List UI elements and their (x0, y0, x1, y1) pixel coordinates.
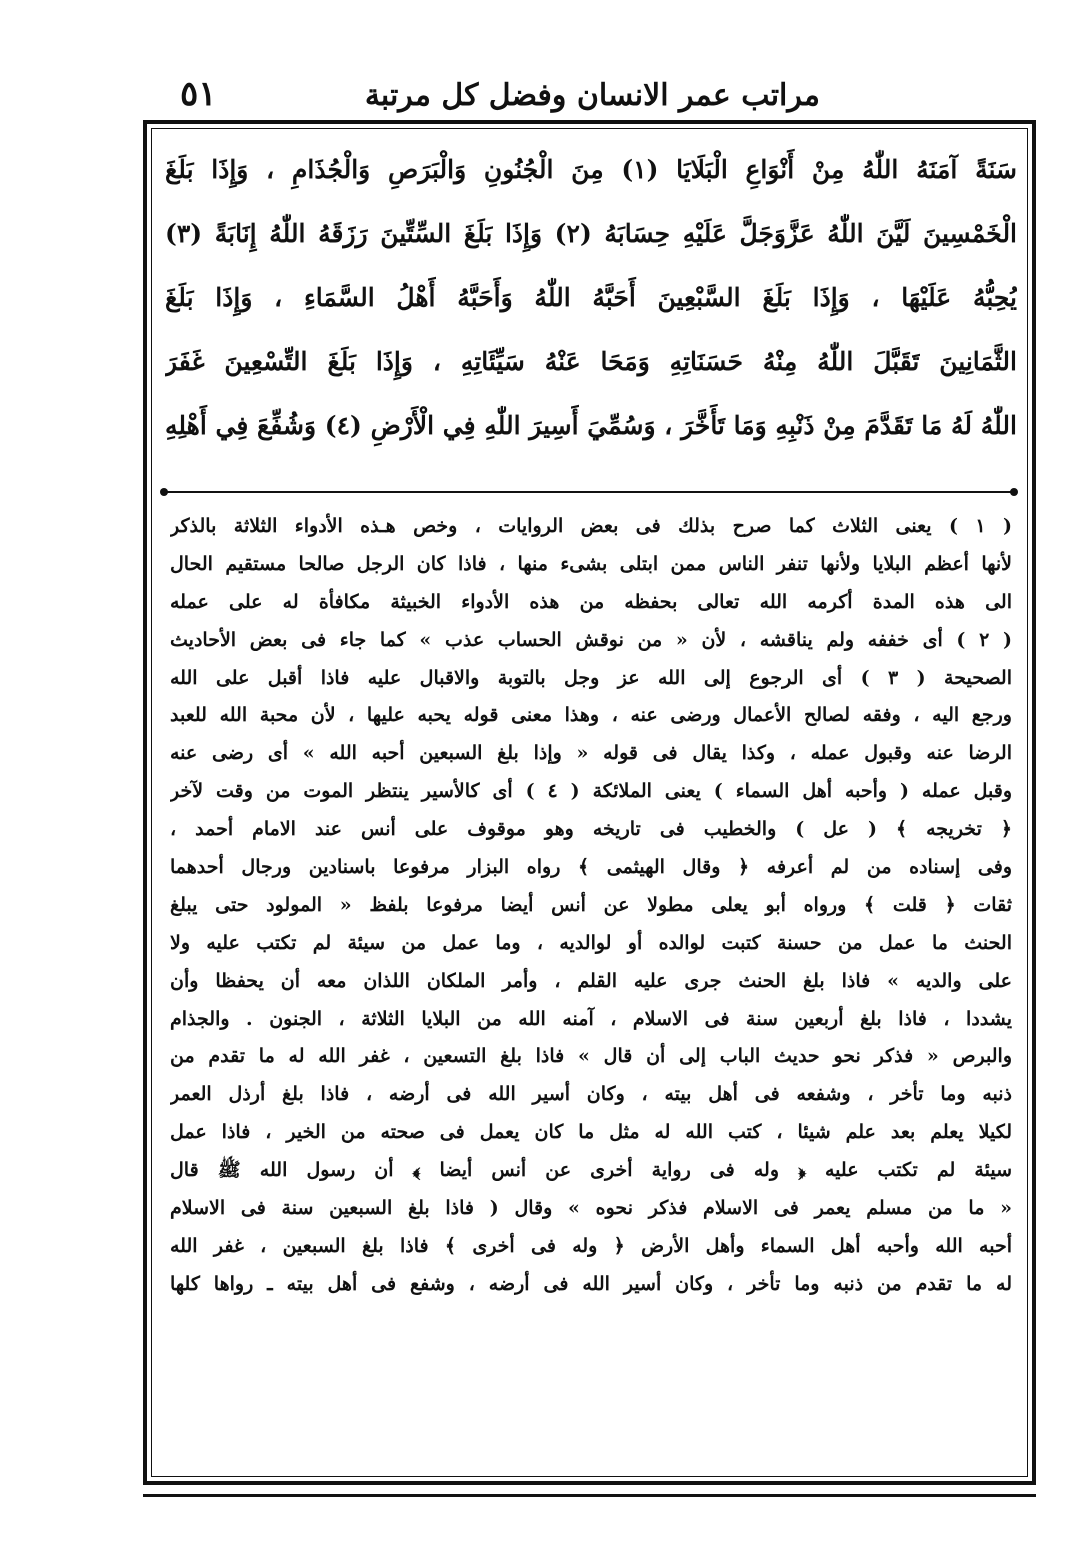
footnote-line: لأنها أعظم البلايا ولأنها تنفر الناس ممن ابتلى بشىء منها ، فاذا كان الرجل صالحا مستقيم الحال (170, 552, 1012, 575)
footnote-line: ﴿ تخريجه ﴾ ( عل ) والخطيب فى تاريخه وهو موقوف على أنس عند الامام أحمد ، (170, 818, 1012, 841)
footnote-line: والبرص « فذكر نحو حديث الباب إلى أن قال » فاذا بلغ التسعين ، غفر الله له ما تقدم من (170, 1045, 1012, 1068)
footnote-line: سيئة لم تكتب عليه ﴿ وله فى رواية أخرى عن أنس أيضا ﴾ أن رسول الله ﷺ قال (170, 1159, 1012, 1182)
footnote-line: « ما من مسلم يعمر فى الاسلام فذكر نحوه » وقال ( فاذا بلغ السبعين سنة فى الاسلام (170, 1197, 1012, 1220)
footnote-line: وفى إسناده من لم أعرفه ﴿ وقال الهيثمى ﴾ رواه البزار مرفوعا باسنادين ورجال أحدهما (170, 856, 1012, 879)
bottom-rule (143, 1494, 1036, 1497)
header-title: مراتب عمر الانسان وفضل كل مرتبة (364, 78, 820, 113)
hadith-line: يُحِبُّهُ عَلَيْهَا ، وَإِذَا بَلَغَ السَّبْعِينَ أَحَبَّهُ اللّٰهُ وَأَحَبَّهُ أَهْلُ السَّمَاءِ ، وَإِذَا بَلَغَ (165, 283, 1017, 312)
footnote-line: له ما تقدم من ذنبه وما تأخر ، وكان أسير الله فى أرضه ، وشفع فى أهل بيته ـ رواها كلها (170, 1272, 1012, 1295)
hadith-line: الْخَمْسِينَ لَيَّنَ اللّٰهُ عَزَّوَجَلَّ عَلَيْهِ حِسَابَهُ (٢) وَإِذَا بَلَغَ السِّتِّينَ رَزَقَهُ اللّٰهُ إِنَابَةً (٣) (165, 219, 1017, 248)
footnote-line: الى هذه المدة أكرمه الله تعالى بحفظه من هذه الأدواء الخبيثة مكافأة له على عمله (170, 590, 1012, 613)
footnote-line: أحبه الله وأحبه أهل السماء وأهل الأرض ﴿ وله فى أخرى ﴾ فاذا بلغ السبعين ، غفر الله (170, 1234, 1012, 1257)
footnote-line: الحنث ما عمل من حسنة كتبت لوالده أو لوالديه ، وما عمل من سيئة لم تكتب عليه ولا (170, 931, 1012, 954)
hadith-line: اللّٰهُ لَهُ مَا تَقَدَّمَ مِنْ ذَنْبِهِ وَمَا تَأَخَّرَ ، وَسُمِّيَ أَسِيرَ اللّٰهِ فِي الْأَرْضِ (٤) وَشُفِّعَ فِي أَهْلِهِ (165, 411, 1017, 440)
footnote-line: ( ٢ ) أى خففه ولم يناقشه ، لأن « من نوقش الحساب عذب » كما جاء فى بعض الأحاديث (170, 628, 1012, 651)
footnote-line: ورجع اليه ، وفقه لصالح الأعمال ورضى عنه ، وهذا معنى قوله يحبه عليها ، لأن محبة الله للعبد (170, 704, 1012, 727)
section-divider (160, 486, 1018, 498)
footnotes (170, 508, 1012, 1304)
footnote-line: الصحيحة ( ٣ ) أى الرجوع إلى الله عز وجل بالتوبة والاقبال عليه فاذا أقبل على الله (170, 666, 1012, 689)
hadith-line: سَنَةً آمَنَهُ اللّٰهُ مِنْ أَنْوَاعِ الْبَلَايَا (١) مِنَ الْجُنُونِ وَالْبَرَصِ وَالْجُذَامِ ، وَإِذَا بَلَغَ (165, 155, 1017, 184)
footnote-line: ذنبه وما تأخر ، وشفعه فى أهل بيته ، وكان أسير الله فى أرضه ، فاذا بلغ أرذل العمر (170, 1083, 1012, 1106)
divider-rule (166, 491, 1012, 493)
footnote-line: ثقات ﴿ قلت ﴾ ورواه أبو يعلى مطولا عن أنس أيضا مرفوعا بلفظ « المولود حتى يبلغ (170, 893, 1012, 916)
footnote-line: يشددا ، فاذا بلغ أربعين سنة فى الاسلام ، آمنه الله من البلايا الثلاثة ، الجنون . والجذام (170, 1007, 1012, 1030)
hadith-line: الثَّمَانِينَ تَقَبَّلَ اللّٰهُ مِنْهُ حَسَنَاتِهِ وَمَحَا عَنْهُ سَيِّئَاتِهِ ، وَإِذَا بَلَغَ التِّسْعِينَ غَفَرَ (165, 347, 1017, 376)
footnote-line: وقبل عمله ( وأحبه أهل السماء ) يعنى الملائكة ( ٤ ) أى كالأسير ينتظر الموت من وقت لآخر (170, 780, 1012, 803)
footnote-line: لكيلا يعلم بعد علم شيئا ، كتب الله له مثل ما كان يعمل فى صحته من الخير ، فاذا عمل (170, 1121, 1012, 1144)
hadith-text (165, 138, 1017, 458)
page-number: ٥١ (180, 74, 217, 114)
running-header (150, 74, 1030, 124)
divider-dot-right (1010, 488, 1018, 496)
divider-dot-left (160, 488, 168, 496)
footnote-line: الرضا عنه وقبول عمله ، وكذا يقال فى قوله « وإذا بلغ السبعين أحبه الله » أى رضى عنه (170, 742, 1012, 765)
footnote-line: ( ١ ) يعنى الثلاث كما صرح بذلك فى بعض الروايات ، وخص هـذه الأدواء الثلاثة بالذكر (170, 515, 1012, 537)
footnote-line: على والديه » فاذا بلغ الحنث جرى عليه القلم ، وأمر الملكان اللذان معه أن يحفظا وأن (170, 969, 1012, 992)
